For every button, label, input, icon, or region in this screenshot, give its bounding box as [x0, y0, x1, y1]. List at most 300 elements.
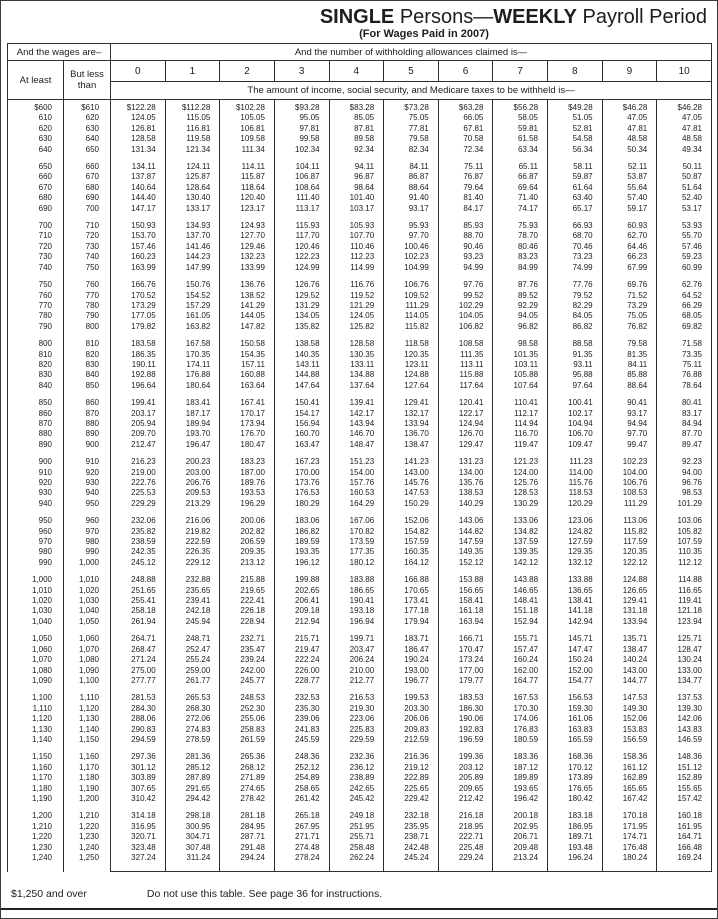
withholding-amount: 166.71 [438, 627, 493, 644]
withholding-amount: 196.94 [329, 617, 384, 627]
wage-at-least: 890 [8, 440, 64, 450]
wage-at-least: 860 [8, 409, 64, 419]
withholding-amount: 115.05 [165, 113, 220, 123]
withholding-amount: 64.52 [657, 291, 712, 301]
withholding-amount: 120.41 [438, 391, 493, 408]
withholding-amount: 206.41 [274, 596, 329, 606]
withholding-amount: 219.82 [165, 527, 220, 537]
withholding-amount: 134.11 [111, 155, 166, 172]
withholding-amount: 117.64 [438, 381, 493, 391]
wage-but-less-than: 700 [64, 204, 111, 214]
table-row [8, 725, 712, 735]
wage-at-least: $600 [8, 100, 64, 114]
withholding-amount: 104.00 [602, 468, 657, 478]
withholding-amount: 301.12 [111, 763, 166, 773]
withholding-amount: 82.34 [384, 145, 439, 155]
withholding-amount: 133.00 [657, 666, 712, 676]
withholding-amount: 167.23 [274, 450, 329, 467]
withholding-amount: 115.76 [548, 478, 603, 488]
withholding-amount: 134.93 [165, 214, 220, 231]
withholding-amount: 165.65 [602, 784, 657, 794]
withholding-amount: 310.42 [111, 794, 166, 804]
withholding-amount: 75.05 [384, 113, 439, 123]
withholding-amount: 102.23 [384, 252, 439, 262]
withholding-amount: 124.05 [329, 311, 384, 321]
table-row [8, 499, 712, 509]
withholding-amount: 57.40 [602, 193, 657, 203]
withholding-amount: 236.12 [329, 763, 384, 773]
wage-at-least: 720 [8, 242, 64, 252]
withholding-amount: 124.99 [274, 263, 329, 273]
withholding-amount: 97.70 [384, 231, 439, 241]
withholding-amount: 303.89 [111, 773, 166, 783]
withholding-amount: 232.06 [111, 509, 166, 526]
withholding-amount: 158.41 [438, 596, 493, 606]
wage-but-less-than: 730 [64, 242, 111, 252]
withholding-amount: 222.89 [384, 773, 439, 783]
table-row [8, 350, 712, 360]
wage-at-least: 1,210 [8, 822, 64, 832]
withholding-amount: 78.64 [657, 381, 712, 391]
withholding-amount: 251.65 [111, 586, 166, 596]
wage-at-least: 630 [8, 134, 64, 144]
withholding-amount: 222.71 [438, 832, 493, 842]
withholding-amount: 79.52 [548, 291, 603, 301]
withholding-amount: 215.71 [274, 627, 329, 644]
withholding-amount: 61.58 [493, 134, 548, 144]
withholding-amount: 100.41 [548, 391, 603, 408]
withholding-amount: 53.87 [602, 172, 657, 182]
withholding-amount: 216.53 [329, 686, 384, 703]
wage-at-least: 1,130 [8, 725, 64, 735]
withholding-amount: 89.58 [329, 134, 384, 144]
table-row [8, 714, 712, 724]
withholding-amount: 205.89 [438, 773, 493, 783]
wage-but-less-than: 660 [64, 155, 111, 172]
wage-at-least: 870 [8, 419, 64, 429]
withholding-amount: 113.17 [274, 204, 329, 214]
withholding-amount: 96.82 [493, 322, 548, 332]
wage-but-less-than: 1,080 [64, 655, 111, 665]
table-row [8, 853, 712, 872]
withholding-amount: 300.95 [165, 822, 220, 832]
withholding-amount: 59.81 [493, 124, 548, 134]
withholding-amount: 90.41 [602, 391, 657, 408]
withholding-amount: 111.40 [274, 193, 329, 203]
table-row [8, 291, 712, 301]
withholding-amount: 107.64 [493, 381, 548, 391]
withholding-amount: 135.82 [274, 322, 329, 332]
wage-but-less-than: 1,110 [64, 686, 111, 703]
page-subtitle: (For Wages Paid in 2007) [359, 28, 489, 40]
withholding-amount: 193.48 [548, 843, 603, 853]
wage-at-least: 1,010 [8, 586, 64, 596]
wage-at-least: 1,230 [8, 843, 64, 853]
withholding-amount: 200.06 [220, 509, 275, 526]
withholding-amount: 80.46 [493, 242, 548, 252]
withholding-amount: 115.87 [220, 172, 275, 182]
wage-but-less-than: 930 [64, 478, 111, 488]
withholding-amount: 86.87 [384, 172, 439, 182]
withholding-amount: 138.47 [602, 645, 657, 655]
withholding-amount: 219.30 [329, 704, 384, 714]
withholding-amount: 115.88 [438, 370, 493, 380]
withholding-amount: 245.12 [111, 558, 166, 568]
wage-at-least: 1,000 [8, 568, 64, 585]
withholding-amount: 111.29 [384, 301, 439, 311]
withholding-amount: 245.77 [220, 676, 275, 686]
withholding-amount: 125.82 [329, 322, 384, 332]
withholding-amount: 205.94 [111, 419, 166, 429]
withholding-amount: 71.40 [493, 193, 548, 203]
withholding-amount: 239.24 [220, 655, 275, 665]
title-weekly: WEEKLY [493, 6, 577, 28]
withholding-amount: 190.24 [384, 655, 439, 665]
withholding-amount: 248.53 [220, 686, 275, 703]
withholding-amount: 170.18 [602, 804, 657, 821]
withholding-amount: 327.24 [111, 853, 166, 872]
wage-at-least: 1,050 [8, 627, 64, 644]
withholding-amount: 83.23 [493, 252, 548, 262]
withholding-amount: 177.00 [438, 666, 493, 676]
withholding-amount: 278.24 [274, 853, 329, 872]
allowance-col-header: 3 [274, 61, 329, 82]
wage-but-less-than: 1,160 [64, 745, 111, 762]
withholding-amount: 160.23 [111, 252, 166, 262]
wage-at-least: 910 [8, 468, 64, 478]
withholding-amount: 64.46 [602, 242, 657, 252]
withholding-amount: 179.77 [438, 676, 493, 686]
wage-at-least: 940 [8, 499, 64, 509]
withholding-amount: 203.30 [384, 704, 439, 714]
wage-but-less-than: 920 [64, 468, 111, 478]
wage-but-less-than: 750 [64, 263, 111, 273]
withholding-amount: 131.34 [111, 145, 166, 155]
withholding-amount: 212.42 [438, 794, 493, 804]
withholding-amount: 163.99 [111, 263, 166, 273]
table-row [8, 273, 712, 290]
withholding-amount: 108.53 [602, 488, 657, 498]
withholding-amount: 105.82 [657, 527, 712, 537]
withholding-amount: 90.46 [438, 242, 493, 252]
withholding-amount: 103.17 [329, 204, 384, 214]
withholding-amount: 228.94 [220, 617, 275, 627]
withholding-amount: 70.46 [548, 242, 603, 252]
withholding-amount: 170.00 [274, 468, 329, 478]
withholding-amount: 180.12 [329, 558, 384, 568]
table-row [8, 360, 712, 370]
wage-at-least: 790 [8, 322, 64, 332]
withholding-amount: 203.17 [111, 409, 166, 419]
withholding-amount: 67.99 [602, 263, 657, 273]
withholding-amount: 144.77 [602, 676, 657, 686]
wage-but-less-than: 650 [64, 145, 111, 155]
wage-but-less-than: 1,030 [64, 596, 111, 606]
withholding-amount: 156.65 [438, 586, 493, 596]
withholding-amount: 89.52 [493, 291, 548, 301]
withholding-amount: 229.12 [165, 558, 220, 568]
wage-at-least: 1,200 [8, 804, 64, 821]
wage-but-less-than: 1,040 [64, 606, 111, 616]
withholding-amount: 183.36 [493, 745, 548, 762]
withholding-amount: 245.59 [274, 735, 329, 745]
withholding-amount: 258.48 [329, 843, 384, 853]
withholding-amount: 62.70 [602, 231, 657, 241]
withholding-amount: 113.11 [438, 360, 493, 370]
wage-at-least: 930 [8, 488, 64, 498]
withholding-amount: 131.23 [438, 450, 493, 467]
withholding-amount: 93.17 [602, 409, 657, 419]
withholding-amount: 76.87 [438, 172, 493, 182]
withholding-amount: 124.88 [384, 370, 439, 380]
withholding-amount: 134.88 [329, 370, 384, 380]
withholding-amount: 69.76 [602, 273, 657, 290]
withholding-amount: 105.88 [493, 370, 548, 380]
withholding-amount: 262.24 [329, 853, 384, 872]
withholding-amount: 189.89 [493, 773, 548, 783]
withholding-amount: 134.82 [493, 527, 548, 537]
withholding-amount: 216.18 [438, 804, 493, 821]
withholding-amount: 145.76 [384, 478, 439, 488]
withholding-amount: 206.76 [165, 478, 220, 488]
withholding-amount: 222.41 [220, 596, 275, 606]
withholding-amount: 94.94 [602, 419, 657, 429]
withholding-amount: 141.23 [384, 450, 439, 467]
withholding-amount: 126.81 [111, 124, 166, 134]
withholding-amount: 274.83 [165, 725, 220, 735]
withholding-amount: 162.00 [493, 666, 548, 676]
withholding-amount: 149.30 [602, 704, 657, 714]
wage-at-least: 1,030 [8, 606, 64, 616]
withholding-amount: 88.58 [548, 332, 603, 349]
withholding-amount: 190.41 [329, 596, 384, 606]
withholding-amount: 170.35 [165, 350, 220, 360]
withholding-amount: 59.87 [548, 172, 603, 182]
withholding-amount: 130.29 [493, 499, 548, 509]
withholding-amount: 222.76 [111, 478, 166, 488]
withholding-amount: 232.36 [329, 745, 384, 762]
withholding-amount: 235.82 [111, 527, 166, 537]
withholding-amount: 98.58 [493, 332, 548, 349]
withholding-amount: 242.65 [329, 784, 384, 794]
table-row [8, 263, 712, 273]
table-row [8, 488, 712, 498]
withholding-amount: 180.47 [220, 440, 275, 450]
withholding-amount: 183.53 [438, 686, 493, 703]
withholding-amount: 173.59 [329, 537, 384, 547]
withholding-amount: 179.82 [111, 322, 166, 332]
wage-but-less-than: 640 [64, 134, 111, 144]
withholding-amount: 112.12 [657, 558, 712, 568]
withholding-amount: 137.87 [111, 172, 166, 182]
withholding-amount: 128.47 [657, 645, 712, 655]
wage-but-less-than: 980 [64, 537, 111, 547]
withholding-amount: 143.11 [274, 360, 329, 370]
withholding-amount: 193.53 [220, 488, 275, 498]
withholding-amount: 278.59 [165, 735, 220, 745]
withholding-amount: 85.88 [602, 370, 657, 380]
withholding-amount: 148.36 [657, 745, 712, 762]
withholding-amount: 225.53 [111, 488, 166, 498]
withholding-amount: 190.11 [111, 360, 166, 370]
withholding-amount: 152.12 [438, 558, 493, 568]
withholding-amount: 151.12 [657, 763, 712, 773]
withholding-amount: 107.59 [657, 537, 712, 547]
wage-but-less-than: 1,250 [64, 853, 111, 872]
table-row [8, 527, 712, 537]
withholding-amount: 123.11 [384, 360, 439, 370]
withholding-amount: 206.59 [220, 537, 275, 547]
table-row [8, 537, 712, 547]
withholding-amount: 255.06 [220, 714, 275, 724]
withholding-amount: 104.05 [438, 311, 493, 321]
wage-but-less-than: 1,050 [64, 617, 111, 627]
withholding-amount: 110.35 [657, 547, 712, 557]
withholding-amount: 161.18 [438, 606, 493, 616]
withholding-amount: 167.06 [329, 509, 384, 526]
withholding-amount: 94.05 [493, 311, 548, 321]
withholding-amount: 152.00 [548, 666, 603, 676]
withholding-amount: 87.76 [493, 273, 548, 290]
withholding-amount: 219.12 [384, 763, 439, 773]
withholding-amount: 147.47 [548, 645, 603, 655]
withholding-amount: 235.95 [384, 822, 439, 832]
wage-but-less-than: 830 [64, 360, 111, 370]
table-row [8, 450, 712, 467]
withholding-amount: 84.17 [438, 204, 493, 214]
withholding-amount: 146.70 [329, 429, 384, 439]
wage-but-less-than: 1,150 [64, 735, 111, 745]
withholding-amount: 297.36 [111, 745, 166, 762]
table-row [8, 145, 712, 155]
withholding-amount: 189.59 [274, 537, 329, 547]
withholding-amount: 150.29 [384, 499, 439, 509]
title-period: Payroll Period [576, 6, 707, 28]
withholding-amount: 85.05 [329, 113, 384, 123]
withholding-amount: 79.58 [384, 134, 439, 144]
withholding-amount: 96.87 [329, 172, 384, 182]
withholding-amount: 147.53 [602, 686, 657, 703]
withholding-amount: 147.59 [438, 537, 493, 547]
title-block [1, 1, 717, 41]
withholding-amount: 108.58 [438, 332, 493, 349]
withholding-amount: 106.70 [548, 429, 603, 439]
withholding-amount: 166.76 [111, 273, 166, 290]
withholding-amount: 47.81 [602, 124, 657, 134]
wage-at-least: 800 [8, 332, 64, 349]
title-persons: Persons— [394, 6, 494, 28]
withholding-amount: 242.48 [384, 843, 439, 853]
withholding-amount: 62.76 [657, 273, 712, 290]
wage-at-least: 990 [8, 558, 64, 568]
withholding-amount: 160.24 [493, 655, 548, 665]
withholding-amount: 47.81 [657, 124, 712, 134]
withholding-amount: 218.95 [438, 822, 493, 832]
withholding-amount: 111.34 [220, 145, 275, 155]
withholding-amount: 200.23 [165, 450, 220, 467]
withholding-amount: 97.70 [602, 429, 657, 439]
withholding-amount: 126.65 [602, 586, 657, 596]
withholding-amount: 173.24 [438, 655, 493, 665]
withholding-amount: 136.70 [384, 429, 439, 439]
withholding-amount: 148.47 [329, 440, 384, 450]
withholding-amount: 110.41 [493, 391, 548, 408]
withholding-amount: 251.95 [329, 822, 384, 832]
wage-but-less-than: 780 [64, 301, 111, 311]
withholding-amount: 287.71 [220, 832, 275, 842]
withholding-amount: 57.46 [657, 242, 712, 252]
table-row [8, 252, 712, 262]
withholding-amount: 255.71 [329, 832, 384, 842]
withholding-amount: 119.52 [329, 291, 384, 301]
withholding-amount: 59.17 [602, 204, 657, 214]
withholding-amount: 203.00 [165, 468, 220, 478]
withholding-amount: 143.94 [329, 419, 384, 429]
withholding-amount: 241.83 [274, 725, 329, 735]
at-least-header: At least [8, 61, 64, 100]
withholding-amount: 147.99 [165, 263, 220, 273]
withholding-amount: 65.17 [548, 204, 603, 214]
withholding-amount: 219.00 [111, 468, 166, 478]
table-row [8, 822, 712, 832]
withholding-amount: 155.65 [657, 784, 712, 794]
withholding-amount: 106.81 [220, 124, 275, 134]
withholding-amount: $49.28 [548, 100, 603, 114]
withholding-amount: 239.06 [274, 714, 329, 724]
withholding-amount: 196.42 [493, 794, 548, 804]
withholding-amount: 183.06 [274, 509, 329, 526]
amount-note: The amount of income, social security, and Medicare taxes to be withheld is— [111, 82, 712, 100]
withholding-amount: 51.05 [548, 113, 603, 123]
allowance-col-header: 1 [165, 61, 220, 82]
withholding-amount: 255.24 [165, 655, 220, 665]
withholding-amount: 294.24 [220, 853, 275, 872]
table-row [8, 391, 712, 408]
withholding-amount: 160.70 [274, 429, 329, 439]
table-row [8, 134, 712, 144]
withholding-amount: $102.28 [220, 100, 275, 114]
table-row [8, 172, 712, 182]
withholding-amount: 73.35 [657, 350, 712, 360]
withholding-amount: 60.99 [657, 263, 712, 273]
withholding-amount: 89.47 [657, 440, 712, 450]
withholding-amount: 238.89 [329, 773, 384, 783]
table-row [8, 381, 712, 391]
withholding-amount: 74.17 [493, 204, 548, 214]
withholding-amount: 151.18 [493, 606, 548, 616]
wage-at-least: 1,090 [8, 676, 64, 686]
table-row [8, 686, 712, 703]
withholding-amount: 71.52 [602, 291, 657, 301]
wage-at-least: 1,080 [8, 666, 64, 676]
withholding-amount: 238.59 [111, 537, 166, 547]
withholding-amount: 83.17 [657, 409, 712, 419]
withholding-amount: 209.35 [220, 547, 275, 557]
wage-at-least: 760 [8, 291, 64, 301]
withholding-amount: 170.12 [548, 763, 603, 773]
withholding-amount: 137.64 [329, 381, 384, 391]
withholding-amount: 192.83 [438, 725, 493, 735]
withholding-amount: 93.11 [548, 360, 603, 370]
withholding-amount: 225.48 [438, 843, 493, 853]
withholding-amount: 140.64 [111, 183, 166, 193]
withholding-amount: 133.94 [602, 617, 657, 627]
withholding-amount: 196.12 [274, 558, 329, 568]
withholding-amount: 99.47 [602, 440, 657, 450]
withholding-amount: 164.12 [384, 558, 439, 568]
wage-but-less-than: 990 [64, 547, 111, 557]
wage-at-least: 750 [8, 273, 64, 290]
